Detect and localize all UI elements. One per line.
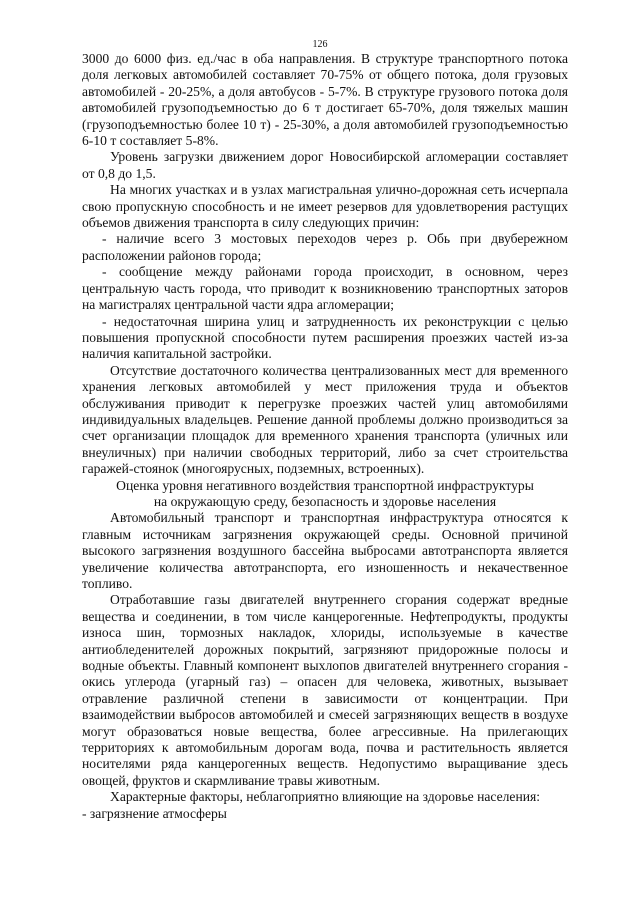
section-heading: Оценка уровня негативного воздействия транспортной инфраструктуры на окружающую среду, безопасность и здоровье населения [116,477,534,509]
page-content [82,51,568,822]
paragraph-parking: Отсутствие достаточного количества централизованных мест для временного хранения легковых автомобилей у мест приложения труда и объектов обслуживания приводит к перегрузке проезжих частей улиц автомобилями индивидуальных владельцев. Решение данной проблемы должно производиться за счет организации площадок для временного хранения транспорта (уличных или внеуличных) при наличии свободных территорий, либо за счет строительства гаражей-стоянок (многоярусных, подземных, встроенных). [82,362,568,477]
paragraph-load-level: Уровень загрузки движением дорог Новосибирской агломерации составляет от 0,8 до 1,5. [82,149,568,181]
paragraph-health-factors: Характерные факторы, неблагоприятно влияющие на здоровье населения: [110,789,541,805]
list-item-air-pollution: - загрязнение атмосферы [82,805,227,821]
list-item-bridges: - наличие всего 3 мостовых переходов через р. Обь при двубережном расположении районов города; [82,231,568,263]
list-item-street-width: - недостаточная ширина улиц и затрудненность их реконструкции с целью повышения пропускной способности путем расширения проезжих частей из-за наличия капитальной застройки. [82,313,568,362]
paragraph-traffic-structure: 3000 до 6000 физ. ед./час в оба направления. В структуре транспортного потока доля легковых автомобилей составляет 70-75% от общего потока, доля грузовых автомобилей - 20-25%, а доля автобусов - 5-7%. В структуре грузового потока доля автомобилей грузоподъемностью до 6 т достигает 65-70%, доля тяжелых машин (грузоподъемностью более 10 т) - 25-30%, а доля автомобилей грузоподъемностью 6-10 т составляет 5-8%. [82,51,568,149]
page-number: 126 [312,39,328,50]
paragraph-network-capacity: На многих участках и в узлах магистральная улично-дорожная сеть исчерпала свою пропускную способность и не имеет резервов для удовлетворения растущих объемов движения транспорта в силу следующих причин: [82,182,568,231]
paragraph-pollution-sources: Автомобильный транспорт и транспортная инфраструктура относятся к главным источникам загрязнения окружающей среды. Основной причиной высокого загрязнения воздушного бассейна выбросами автотранспорта является увеличение количества автотранспорта, его изношенность и некачественное топливо. [82,510,568,591]
paragraph-exhaust-gases: Отработавшие газы двигателей внутреннего сгорания содержат вредные вещества и соединении, в том числе канцерогенные. Нефтепродукты, продукты износа шин, тормозных накладок, хлориды, используемые в качестве антиобледенителей дорожных покрытий, загрязняют придорожные полосы и водные объекты. Главный компонент выхлопов двигателей внутреннего сгорания - окись углерода (угарный газ) – опасен для человека, животных, вызывает отравление различной степени в зависимости от концентрации. При взаимодействии выбросов автомобилей и смесей загрязняющих веществ в воздухе могут образоваться новые вещества, более агрессивные. На прилегающих территориях к автомобильным дорогам вода, почва и растительность является носителями ряда канцерогенных веществ. Недопустимо выращивание здесь овощей, фруктов и скармливание травы животным. [82,592,568,788]
list-item-central-routing: - сообщение между районами города происходит, в основном, через центральную часть города, что приводит к возникновению транспортных заторов на магистралях центральной части ядра агломерации; [82,264,568,313]
